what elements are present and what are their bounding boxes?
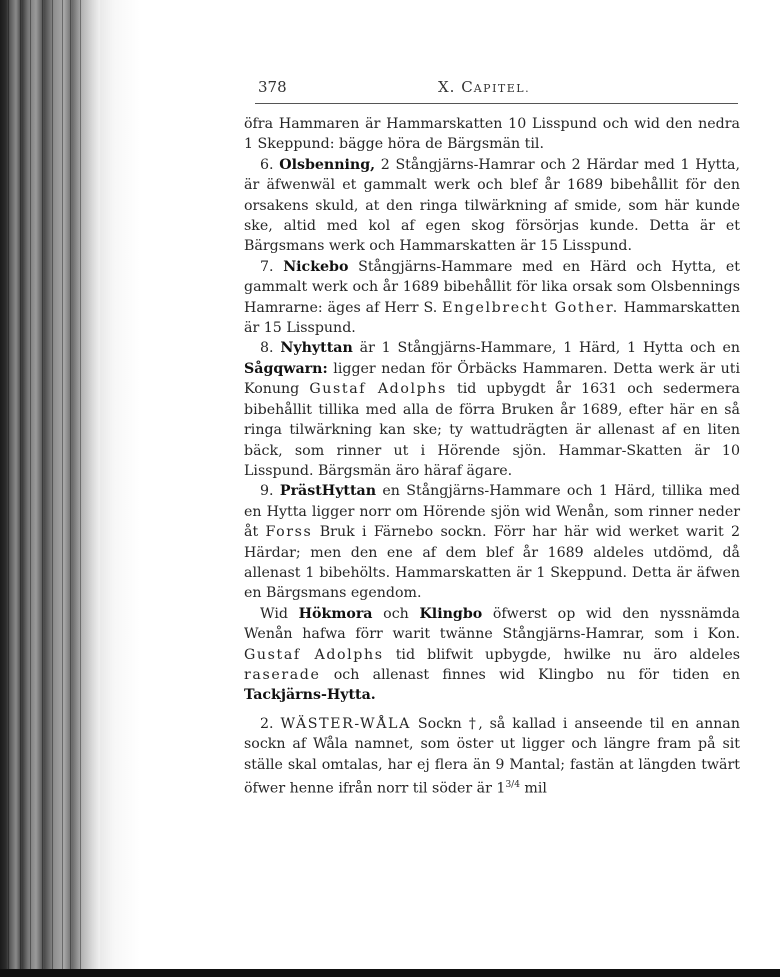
- paragraph-olsbenning: 6. Olsbenning, 2 Stångjärns-Hamrar och 2 Härdar med 1 Hytta, är äfwenwäl et gammalt werk och blef år 1689 bibehållit för den orsakens skuld, at den ringa tilwärkning af smide, som här kunde ske, altid med kol af egen skog försörjas kunde. Detta är et Bärgsmans werk och Hammarskatten är 15 Lisspund.: [244, 156, 740, 255]
- paragraph-prasthyttan: 9. PrästHyttan en Stångjärns-Hammare och 1 Härd, tillika med en Hytta ligger norr om Hörende sjön wid Wenån, som rinner neder åt Forss Bruk i Färnebo sockn. Förr har här wid werket warit 2 Härdar; men den ene af dem blef år 1689 aldeles utdömd, då allenast 1 bibehölts. Hammarskatten är 1 Skeppund. Detta är äfwen en Bärgsmans egendom.: [244, 483, 741, 602]
- page-header: [258, 78, 738, 102]
- scan-bottom-edge: [0, 969, 780, 977]
- paragraph-waster-wala: 2. WÄSTER-WÅLA Sockn †, så kallad i anseende til en annan sockn af Wåla namnet, som öster ut ligger och längre fram på sit ställe skal omtalas, har ej flera än 9 Mantal; fastän at längden twärt öfwer henne ifrån norr til söder är $1^{3/4}$ mil: [244, 715, 740, 797]
- chapter-title: X. CAPITEL.: [438, 78, 531, 96]
- paragraph-hokmora-klingbo: Wid Hökmora och Klingbo öfwerst op wid den nyssnämda Wenån hafwa förr warit twänne Stångjärns-Hamrar, som i Kon. Gustaf Adolphs tid blifwit upbygde, hwilke nu äro aldeles raserade och allenast finnes wid Klingbo nu för tiden en Tackjärns-Hytta.: [244, 605, 740, 704]
- paragraph-continuation: öfra Hammaren är Hammarskatten 10 Lisspund och wid den nedra 1 Skeppund: bägge höra de Bärgsmän til.: [244, 116, 740, 153]
- header-rule: [255, 103, 738, 104]
- paragraph-nickebo: 7. Nickebo Stångjärns-Hammare med en Härd och Hytta, et gammalt werk och år 1689 bibehållit för lika orsak som Olsbennings Hamrarne: äges af Herr S. Engelbrecht Gother. Hammarskatten är 15 Lisspund.: [244, 258, 740, 337]
- paragraph-nyhyttan: 8. Nyhyttan är 1 Stångjärns-Hammare, 1 Härd, 1 Hytta och en Sågqwarn: ligger nedan för Örbäcks Hammaren. Detta werk är uti Konung Gustaf Adolphs tid upbygdt år 1631 och sedermera bibehållit tillika med alla de förra Bruken år 1689, efter här en så ringa tilwärkning kan ske; ty wattudrägten är allenast af en liten bäck, som rinner ut i Hörende sjön. Hammar-Skatten är 10 Lisspund. Bärgsmän äro häraf ägare.: [244, 340, 741, 479]
- page-number: 378: [258, 78, 287, 96]
- body-text: [244, 114, 740, 799]
- book-page-edges: [0, 0, 100, 977]
